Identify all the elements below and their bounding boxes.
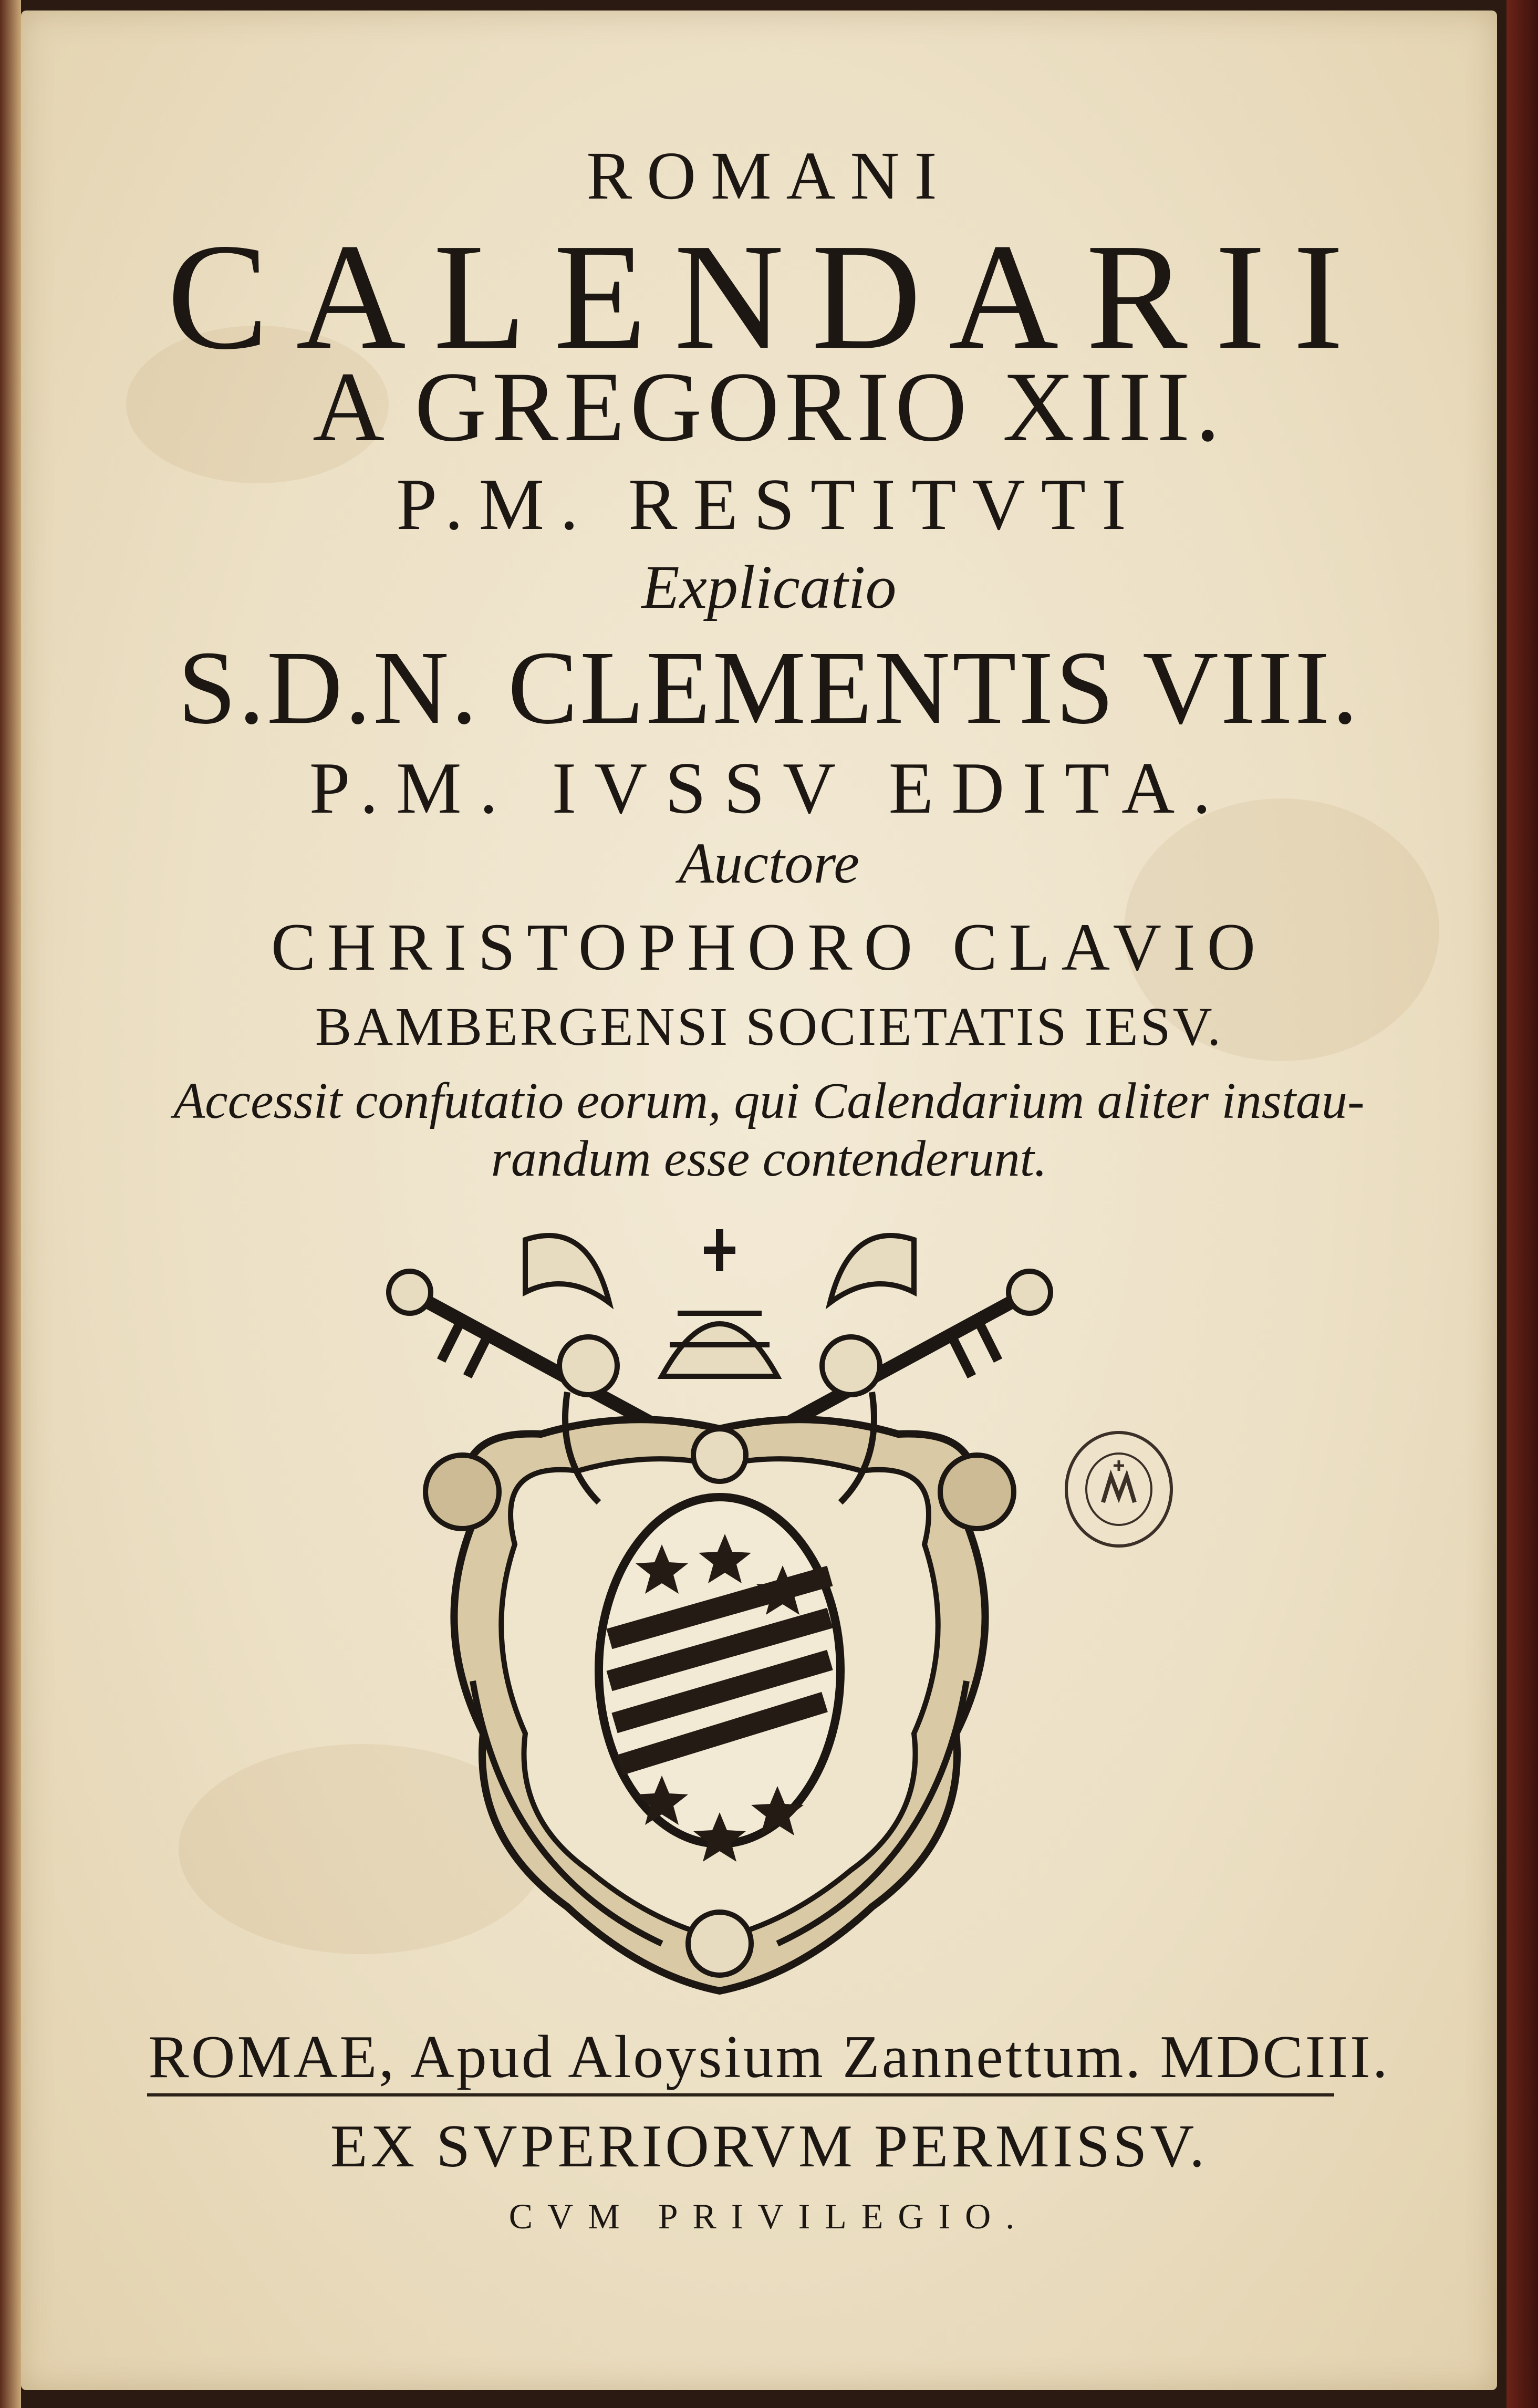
subtitle-line-1: Accessit confutatio eorum, qui Calendarium aliter instau- (173, 1073, 1365, 1129)
title-line-clementis: S.D.N. CLEMENTIS VIII. (178, 630, 1360, 746)
imprint-line: ROMAE, Apud Aloysium Zannettum. MDCIII. (148, 2023, 1390, 2091)
title-line-calendarii: CALENDARII (167, 212, 1371, 381)
author-name: CHRISTOPHORO CLAVIO (271, 910, 1267, 984)
title-line-gregorio: A GREGORIO XIII. (313, 352, 1225, 462)
subtitle-line-2: randum esse contenderunt. (491, 1130, 1047, 1187)
coat-of-arms-emblem (368, 1208, 1072, 2017)
title-line-romani: ROMANI (586, 138, 952, 214)
title-line-auctore: Auctore (678, 831, 860, 895)
author-affiliation: BAMBERGENSI SOCIETATIS IESV. (315, 997, 1223, 1057)
title-line-restituti: P.M. RESTITVTI (396, 464, 1142, 545)
title-line-explicatio: Explicatio (641, 553, 897, 621)
imprint-rule (147, 2093, 1334, 2096)
title-line-iussu-edita: P.M. IVSSV EDITA. (309, 748, 1229, 829)
library-stamp (1061, 1429, 1177, 1550)
privilege-line: CVM PRIVILEGIO. (508, 2196, 1030, 2236)
permission-line: EX SVPERIORVM PERMISSV. (330, 2113, 1208, 2180)
